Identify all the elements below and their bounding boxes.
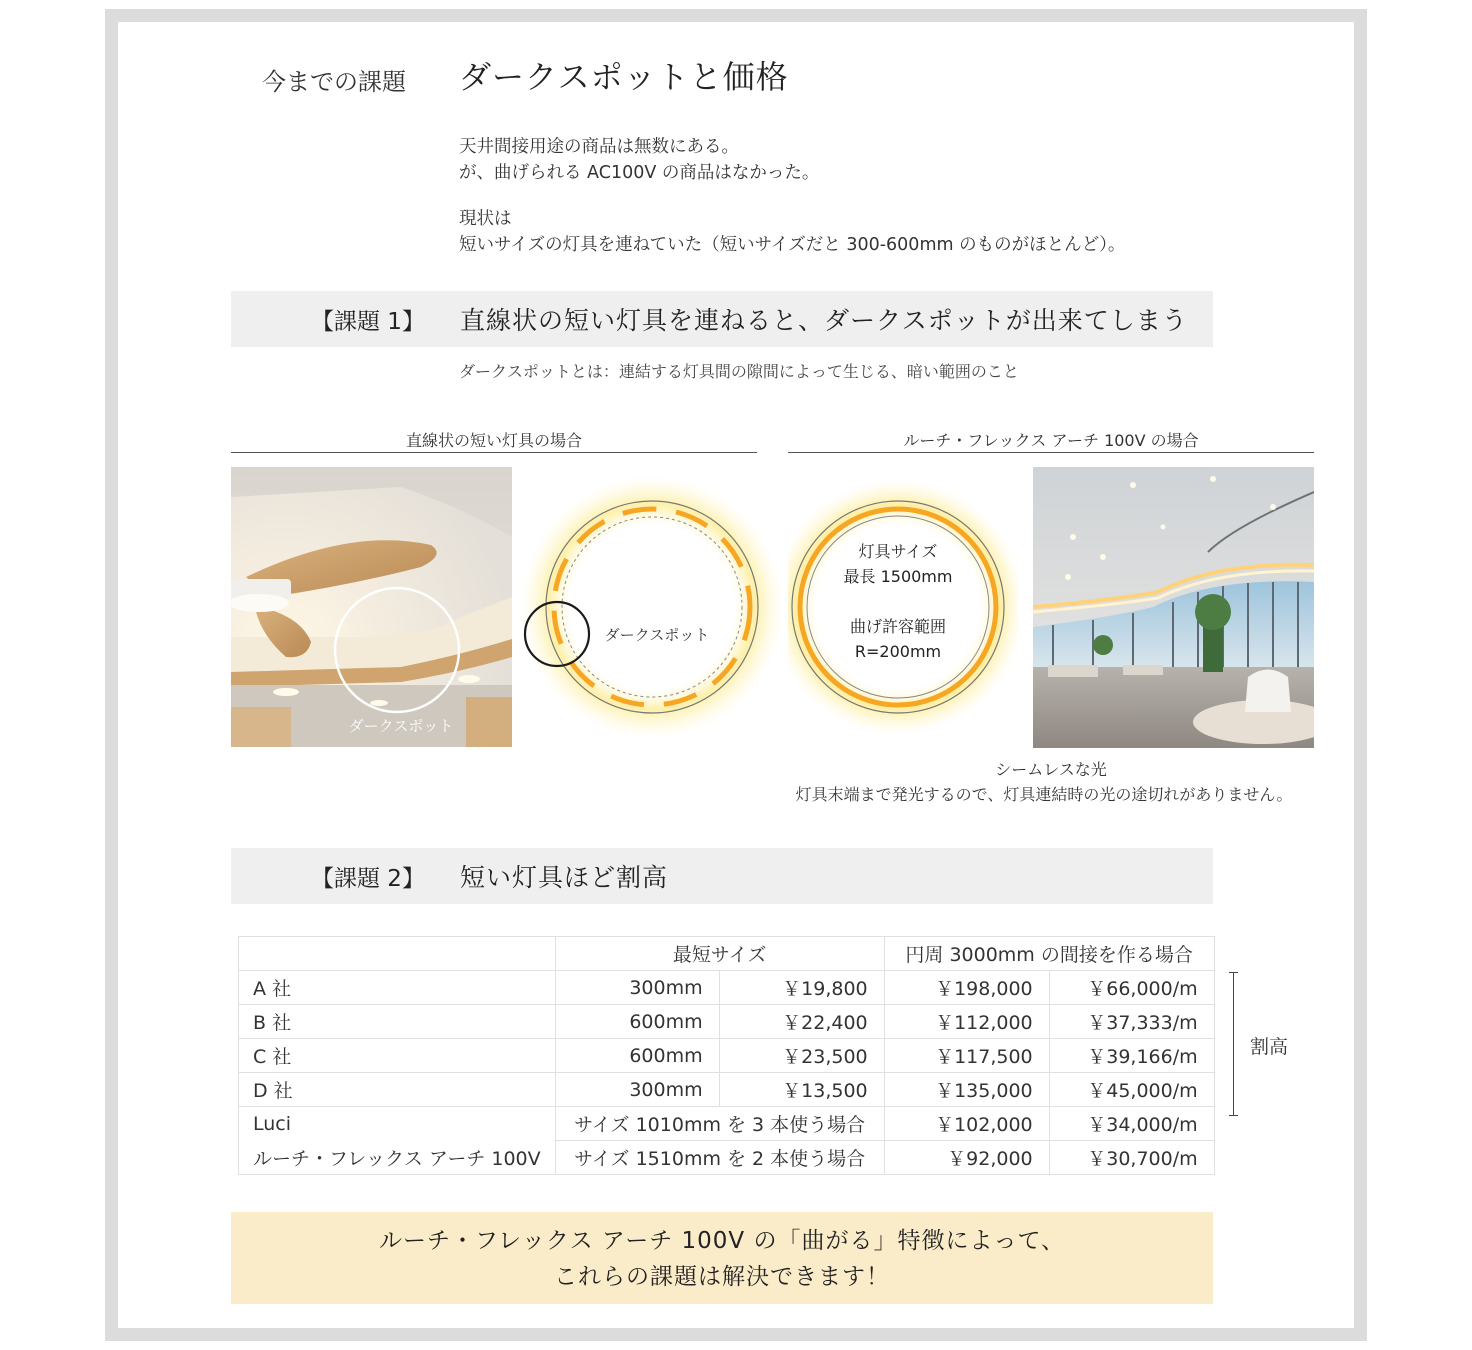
left-heading-rule bbox=[231, 452, 757, 453]
company-cell: D 社 bbox=[239, 1073, 556, 1107]
per-meter-cell: ￥37,333/m bbox=[1049, 1005, 1214, 1039]
table-row-luci-2 bbox=[239, 1141, 1215, 1175]
fixture-size-label: 灯具サイズ bbox=[858, 542, 938, 561]
bracket-top-tick bbox=[1229, 972, 1238, 973]
issue-2-tag: 【課題 2】 bbox=[311, 866, 425, 892]
total-cell: ￥198,000 bbox=[884, 971, 1049, 1005]
conclusion-line-2: これらの課題は解決できます！ bbox=[554, 1264, 890, 1290]
price-cell: ￥22,400 bbox=[719, 1005, 884, 1039]
per-meter-cell: ￥45,000/m bbox=[1049, 1073, 1214, 1107]
intro-paragraph-2 bbox=[459, 206, 1125, 258]
diagram-dark-spot-label: ダークスポット bbox=[604, 626, 710, 644]
table-row bbox=[239, 971, 1215, 1005]
bend-range-label: 曲げ許容範囲 bbox=[849, 617, 947, 636]
segmented-light-diagram bbox=[512, 467, 788, 747]
issue-1-band bbox=[231, 291, 1213, 347]
lobby-photo bbox=[1033, 467, 1314, 748]
company-cell: C 社 bbox=[239, 1039, 556, 1073]
per-meter-cell: ￥30,700/m bbox=[1049, 1141, 1214, 1175]
issue-1-title: 直線状の短い灯具を連ねると、ダークスポットが出来てしまう bbox=[460, 306, 1188, 335]
company-cell: B 社 bbox=[239, 1005, 556, 1039]
expensive-label: 割高 bbox=[1250, 1036, 1289, 1058]
conclusion-box bbox=[231, 1212, 1213, 1304]
header-circumference: 円周 3000mm の間接を作る場合 bbox=[884, 937, 1214, 971]
dark-spot-definition: ダークスポットとは：連結する灯具間の隙間によって生じる、暗い範囲のこと bbox=[459, 362, 1019, 381]
table-row bbox=[239, 1039, 1215, 1073]
total-cell: ￥112,000 bbox=[884, 1005, 1049, 1039]
size-cell: 600mm bbox=[555, 1039, 719, 1073]
table-row-luci-1 bbox=[239, 1107, 1215, 1141]
size-cell: 300mm bbox=[555, 1073, 719, 1107]
issue-2-band bbox=[231, 848, 1213, 904]
intro-line: 短いサイズの灯具を連ねていた（短いサイズだと 300-600mm のものがほとんど）。 bbox=[459, 235, 1126, 255]
ceiling-fan-photo bbox=[231, 467, 512, 747]
conclusion-line-1: ルーチ・フレックス アーチ 100V の「曲がる」特徴によって、 bbox=[378, 1228, 1066, 1254]
luci-size-desc: サイズ 1010mm を 3 本使う場合 bbox=[555, 1107, 884, 1141]
price-comparison-table bbox=[238, 936, 1215, 1175]
price-cell: ￥23,500 bbox=[719, 1039, 884, 1073]
photo-dark-spot-label: ダークスポット bbox=[348, 717, 454, 735]
bend-range-value: R=200mm bbox=[854, 642, 942, 661]
right-column-heading: ルーチ・フレックス アーチ 100V の場合 bbox=[903, 431, 1199, 450]
total-cell: ￥117,500 bbox=[884, 1039, 1049, 1073]
per-meter-cell: ￥66,000/m bbox=[1049, 971, 1214, 1005]
intro-line: が、曲げられる AC100V の商品はなかった。 bbox=[459, 163, 820, 183]
per-meter-cell: ￥39,166/m bbox=[1049, 1039, 1214, 1073]
expensive-bracket bbox=[1233, 972, 1234, 1116]
intro-paragraph-1 bbox=[459, 134, 819, 186]
company-cell: A 社 bbox=[239, 971, 556, 1005]
size-cell: 600mm bbox=[555, 1005, 719, 1039]
price-cell: ￥19,800 bbox=[719, 971, 884, 1005]
left-column-heading: 直線状の短い灯具の場合 bbox=[405, 431, 582, 450]
intro-line: 現状は bbox=[459, 209, 512, 229]
seamless-title: シームレスな光 bbox=[995, 760, 1107, 779]
table-header-row bbox=[239, 937, 1215, 971]
total-cell: ￥135,000 bbox=[884, 1073, 1049, 1107]
seamless-text: 灯具末端まで発光するので、灯具連結時の光の途切れがありません。 bbox=[795, 785, 1293, 804]
luci-size-desc: サイズ 1510mm を 2 本使う場合 bbox=[555, 1141, 884, 1175]
intro-line: 天井間接用途の商品は無数にある。 bbox=[459, 137, 739, 157]
company-cell-luci: Luci bbox=[239, 1107, 556, 1141]
bracket-bottom-tick bbox=[1229, 1115, 1238, 1116]
section-label: 今までの課題 bbox=[262, 68, 406, 96]
right-heading-rule bbox=[788, 452, 1314, 453]
table-row bbox=[239, 1073, 1215, 1107]
header-shortest-size: 最短サイズ bbox=[555, 937, 884, 971]
total-cell: ￥92,000 bbox=[884, 1141, 1049, 1175]
issue-1-tag: 【課題 1】 bbox=[311, 309, 425, 335]
table-row bbox=[239, 1005, 1215, 1039]
size-cell: 300mm bbox=[555, 971, 719, 1005]
per-meter-cell: ￥34,000/m bbox=[1049, 1107, 1214, 1141]
table-header-empty bbox=[239, 937, 556, 971]
company-cell-luci-name: ルーチ・フレックス アーチ 100V bbox=[239, 1141, 556, 1175]
price-cell: ￥13,500 bbox=[719, 1073, 884, 1107]
continuous-light-diagram bbox=[788, 467, 1018, 747]
page-title: ダークスポットと価格 bbox=[459, 58, 789, 96]
issue-2-title: 短い灯具ほど割高 bbox=[460, 863, 669, 892]
fixture-size-value: 最長 1500mm bbox=[843, 567, 953, 586]
total-cell: ￥102,000 bbox=[884, 1107, 1049, 1141]
